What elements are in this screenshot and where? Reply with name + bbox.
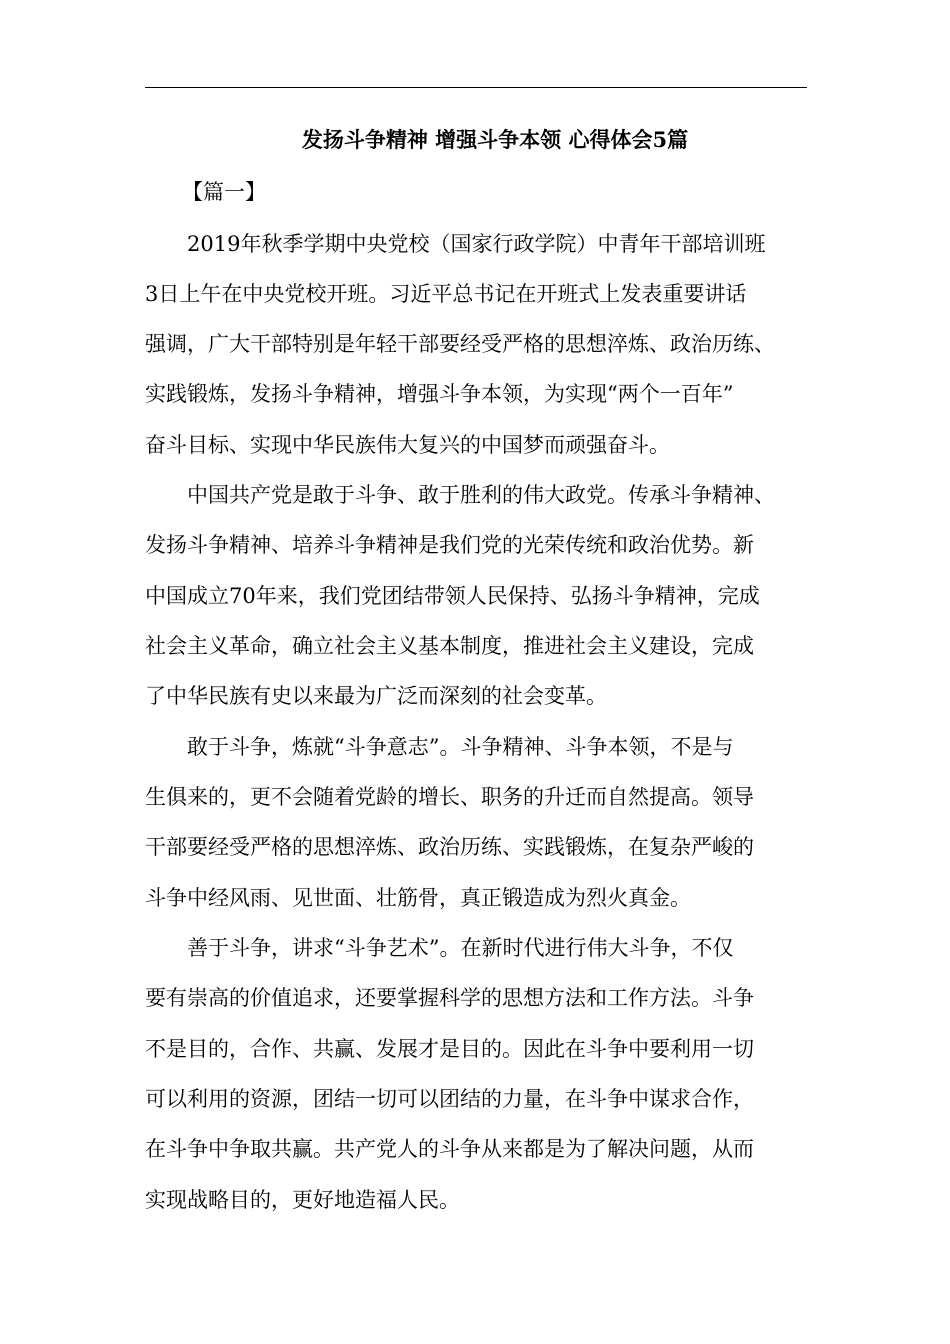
paragraph-line: 斗争中经风雨、见世面、壮筋骨，真正锻造成为烈火真金。 [145, 886, 691, 910]
paragraph-line: 要有崇高的价值追求，还要掌握科学的思想方法和工作方法。斗争 [145, 986, 754, 1010]
paragraph-line: 干部要经受严格的思想淬炼、政治历练、实践锻炼，在复杂严峻的 [145, 835, 754, 859]
paragraph-line: 中国共产党是敢于斗争、敢于胜利的伟大政党。传承斗争精神、 [187, 483, 775, 507]
paragraph-line: 奋斗目标、实现中华民族伟大复兴的中国梦而顽强奋斗。 [145, 433, 670, 457]
paragraph-line: 善于斗争，讲求“斗争艺术”。在新时代进行伟大斗争，不仅 [187, 936, 734, 960]
paragraph-line: 了中华民族有史以来最为广泛而深刻的社会变革。 [145, 684, 607, 708]
paragraph-line: 在斗争中争取共赢。共产党人的斗争从来都是为了解决问题，从而 [145, 1137, 754, 1161]
paragraph-line: 发扬斗争精神、培养斗争精神是我们党的光荣传统和政治优势。新 [145, 533, 754, 557]
paragraph-line: 中国成立70年来，我们党团结带领人民保持、弘扬斗争精神，完成 [145, 584, 760, 608]
document-title: 发扬斗争精神 增强斗争本领 心得体会5篇 [301, 127, 689, 152]
paragraph-line: 实践锻炼，发扬斗争精神，增强斗争本领，为实现“两个一百年” [145, 382, 734, 406]
paragraph-line: 生俱来的，更不会随着党龄的增长、职务的升迁而自然提高。领导 [145, 785, 754, 809]
paragraph-line: 敢于斗争，炼就“斗争意志”。斗争精神、斗争本领，不是与 [187, 735, 734, 759]
paragraph-line: 2019年秋季学期中央党校（国家行政学院）中青年干部培训班 [187, 232, 766, 256]
header-rule [145, 87, 807, 88]
paragraph-line: 不是目的，合作、共赢、发展才是目的。因此在斗争中要利用一切 [145, 1037, 754, 1061]
paragraph-line: 3日上午在中央党校开班。习近平总书记在开班式上发表重要讲话 [145, 282, 747, 306]
paragraph-line: 实现战略目的，更好地造福人民。 [145, 1188, 460, 1212]
paragraph-line: 强调，广大干部特别是年轻干部要经受严格的思想淬炼、政治历练、 [145, 332, 775, 356]
paragraph-line: 可以利用的资源，团结一切可以团结的力量，在斗争中谋求合作， [145, 1087, 754, 1111]
section-label: 【篇一】 [182, 180, 266, 204]
paragraph-line: 社会主义革命，确立社会主义基本制度，推进社会主义建设，完成 [145, 634, 754, 658]
